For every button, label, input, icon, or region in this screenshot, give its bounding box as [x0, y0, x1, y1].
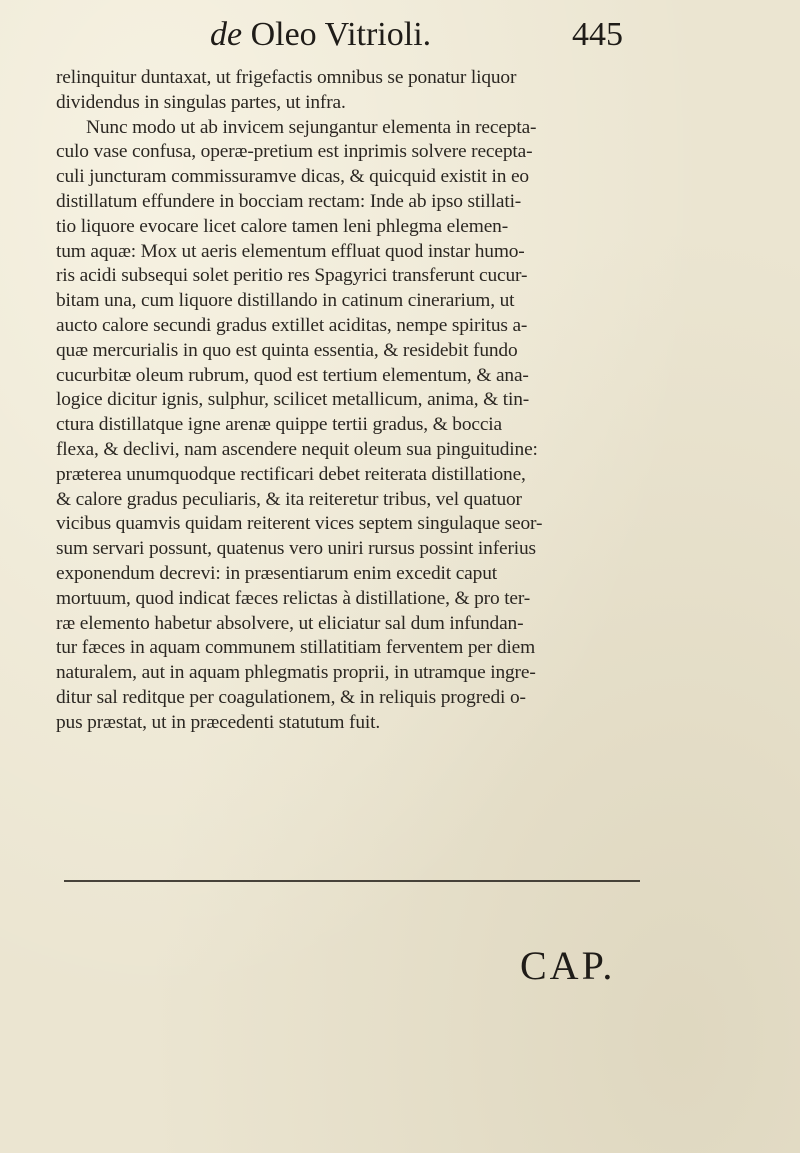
text-line: ris acidi subsequi solet peritio res Spagyrici transferunt cucur- — [56, 265, 528, 287]
text-line: dividendus in singulas partes, ut infra. — [56, 91, 346, 113]
text-line: exponendum decrevi: in præsentiarum enim excedit caput — [56, 562, 497, 584]
text-line: ræ elemento habetur absolvere, ut eliciatur sal dum infundan- — [56, 612, 524, 634]
text-line: sum servari possunt, quatenus vero uniri rursus possint inferius — [56, 538, 536, 560]
text-line: tio liquore evocare licet calore tamen leni phlegma elemen- — [56, 215, 508, 237]
text-line: logice dicitur ignis, sulphur, scilicet metallicum, anima, & tin- — [56, 389, 530, 411]
text-line: aucto calore secundi gradus extillet aciditas, nempe spiritus a- — [56, 314, 528, 336]
text-line: tum aquæ: Mox ut aeris elementum effluat quod instar humo- — [56, 240, 525, 262]
text-line: quæ mercurialis in quo est quinta essentia, & residebit fundo — [56, 339, 518, 361]
running-title-prefix: de — [210, 16, 243, 53]
text-line: & calore gradus peculiaris, & ita reiteretur tribus, vel quatuor — [56, 488, 522, 510]
text-line: ditur sal reditque per coagulationem, & in reliquis progredi o- — [56, 686, 526, 708]
section-rule — [64, 880, 640, 882]
text-line: Nunc modo ut ab invicem sejungantur elementa in recepta- — [86, 116, 537, 138]
page-header — [210, 12, 650, 58]
text-line: pus præstat, ut in præcedenti statutum fuit. — [56, 711, 381, 733]
text-line: culo vase confusa, operæ-pretium est inprimis solvere recepta- — [56, 141, 533, 163]
text-line: flexa, & declivi, nam ascendere nequit oleum sua pinguitudine: — [56, 438, 538, 460]
page-number: 445 — [572, 16, 623, 53]
body-text — [56, 66, 646, 736]
text-line: vicibus quamvis quidam reiterent vices septem singulaque seor- — [56, 513, 543, 535]
text-line: præterea unumquodque rectificari debet reiterata distillatione, — [56, 463, 526, 485]
text-line: mortuum, quod indicat fæces relictas à distillatione, & pro ter- — [56, 587, 531, 609]
text-line: cucurbitæ oleum rubrum, quod est tertium elementum, & ana- — [56, 364, 529, 386]
text-line: culi juncturam commissuramve dicas, & quicquid existit in eo — [56, 166, 529, 188]
text-line: distillatum effundere in bocciam rectam: Inde ab ipso stillati- — [56, 190, 522, 212]
text-line: ctura distillatque igne arenæ quippe tertii gradus, & boccia — [56, 414, 502, 436]
text-line: tur fæces in aquam communem stillatitiam ferventem per diem — [56, 637, 536, 659]
text-line: naturalem, aut in aquam phlegmatis proprii, in utramque ingre- — [56, 662, 536, 684]
text-line: relinquitur duntaxat, ut frigefactis omnibus se ponatur liquor — [56, 67, 517, 88]
catchword: CAP. — [520, 943, 616, 988]
running-title — [210, 12, 431, 58]
running-title-main: Oleo Vitrioli. — [242, 16, 432, 53]
text-line: bitam una, cum liquore distillando in catinum cinerarium, ut — [56, 290, 515, 312]
